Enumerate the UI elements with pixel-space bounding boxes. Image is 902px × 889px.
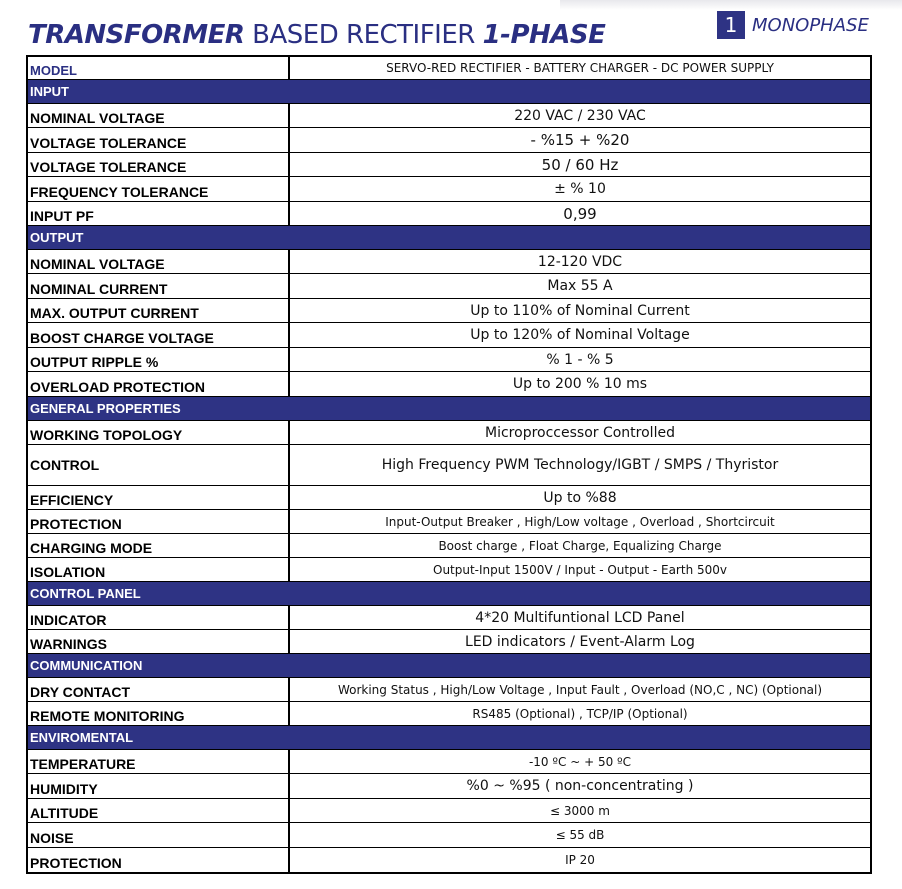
row-value: 12-120 VDC	[290, 250, 870, 273]
row-label: NOISE	[28, 823, 290, 847]
row-label: CONTROL	[28, 445, 290, 485]
row-label: MODEL	[28, 57, 290, 79]
row-value: 50 / 60 Hz	[290, 153, 870, 176]
table-row	[28, 630, 870, 654]
row-label: BOOST CHARGE VOLTAGE	[28, 323, 290, 347]
row-label: VOLTAGE TOLERANCE	[28, 153, 290, 176]
row-value: % 1 - % 5	[290, 348, 870, 371]
section-header-communication	[28, 654, 870, 678]
row-label: VOLTAGE TOLERANCE	[28, 128, 290, 152]
row-value: -10 ºC ~ + 50 ºC	[290, 750, 870, 773]
row-label: ALTITUDE	[28, 799, 290, 822]
section-header-input	[28, 80, 870, 104]
row-value: IP 20	[290, 848, 870, 872]
row-label: TEMPERATURE	[28, 750, 290, 773]
section-title: INPUT	[30, 84, 69, 99]
row-value: RS485 (Optional) , TCP/IP (Optional)	[290, 702, 870, 725]
page-title	[28, 18, 605, 52]
badge-number: 1	[717, 11, 745, 39]
row-value: Boost charge , Float Charge, Equalizing Charge	[290, 534, 870, 557]
row-value: %0 ~ %95 ( non-concentrating )	[290, 774, 870, 798]
section-title: COMMUNICATION	[30, 658, 143, 673]
row-label: CHARGING MODE	[28, 534, 290, 557]
table-row	[28, 510, 870, 534]
table-row	[28, 274, 870, 299]
row-label: OVERLOAD PROTECTION	[28, 372, 290, 396]
title-bold: TRANSFORMER	[28, 20, 245, 50]
table-row	[28, 558, 870, 582]
row-value: Working Status , High/Low Voltage , Input Fault , Overload (NO,C , NC) (Optional)	[290, 678, 870, 701]
section-title: CONTROL PANEL	[30, 586, 141, 601]
row-value: Up to 110% of Nominal Current	[290, 299, 870, 322]
table-row	[28, 348, 870, 372]
row-value: ± % 10	[290, 177, 870, 201]
table-row	[28, 128, 870, 153]
section-title: OUTPUT	[30, 230, 84, 245]
table-row-model	[28, 57, 870, 80]
row-label: MAX. OUTPUT CURRENT	[28, 299, 290, 322]
row-value: Output-Input 1500V / Input - Output - Earth 500v	[290, 558, 870, 581]
row-label: HUMIDITY	[28, 774, 290, 798]
title-mid: BASED RECTIFIER	[252, 20, 475, 50]
row-label: NOMINAL CURRENT	[28, 274, 290, 298]
row-label: NOMINAL VOLTAGE	[28, 104, 290, 127]
table-row	[28, 299, 870, 323]
row-label: WARNINGS	[28, 630, 290, 653]
row-label: OUTPUT RIPPLE %	[28, 348, 290, 371]
section-title: GENERAL PROPERTIES	[30, 401, 181, 416]
title-end: 1-PHASE	[482, 20, 606, 50]
table-row	[28, 678, 870, 702]
table-row	[28, 774, 870, 799]
table-row	[28, 534, 870, 558]
table-row	[28, 153, 870, 177]
row-value: - %15 + %20	[290, 128, 870, 152]
row-label: WORKING TOPOLOGY	[28, 421, 290, 444]
row-value: ≤ 55 dB	[290, 823, 870, 847]
row-value: High Frequency PWM Technology/IGBT / SMPS / Thyristor	[290, 445, 870, 485]
section-header-control-panel	[28, 582, 870, 606]
section-title: ENVIROMENTAL	[30, 730, 134, 745]
table-row	[28, 202, 870, 226]
row-value: 220 VAC / 230 VAC	[290, 104, 870, 127]
table-row	[28, 372, 870, 397]
table-row	[28, 702, 870, 726]
table-row	[28, 421, 870, 445]
table-row	[28, 104, 870, 128]
row-value: SERVO-RED RECTIFIER - BATTERY CHARGER - DC POWER SUPPLY	[290, 57, 870, 79]
badge-label: MONOPHASE	[752, 14, 869, 36]
row-value: 0,99	[290, 202, 870, 225]
table-row	[28, 486, 870, 510]
section-header-output	[28, 226, 870, 250]
table-row	[28, 823, 870, 848]
row-label: REMOTE MONITORING	[28, 702, 290, 725]
table-row	[28, 606, 870, 630]
section-header-environmental	[28, 726, 870, 750]
row-value: Up to 200 % 10 ms	[290, 372, 870, 396]
table-row	[28, 799, 870, 823]
top-shade	[560, 0, 902, 10]
phase-badge	[717, 10, 869, 40]
row-label: INDICATOR	[28, 606, 290, 629]
table-row	[28, 445, 870, 486]
row-value: 4*20 Multifuntional LCD Panel	[290, 606, 870, 629]
row-label: ISOLATION	[28, 558, 290, 581]
row-value: Up to %88	[290, 486, 870, 509]
table-row	[28, 848, 870, 872]
table-row	[28, 177, 870, 202]
row-value: Input-Output Breaker , High/Low voltage , Overload , Shortcircuit	[290, 510, 870, 533]
row-value: Max 55 A	[290, 274, 870, 298]
row-value: Microproccessor Controlled	[290, 421, 870, 444]
table-row	[28, 750, 870, 774]
row-label: EFFICIENCY	[28, 486, 290, 509]
row-label: PROTECTION	[28, 848, 290, 872]
section-header-general	[28, 397, 870, 421]
row-value: Up to 120% of Nominal Voltage	[290, 323, 870, 347]
row-label: DRY CONTACT	[28, 678, 290, 701]
row-value: ≤ 3000 m	[290, 799, 870, 822]
spec-table	[26, 55, 872, 874]
row-label: FREQUENCY TOLERANCE	[28, 177, 290, 201]
row-label: PROTECTION	[28, 510, 290, 533]
row-value: LED indicators / Event-Alarm Log	[290, 630, 870, 653]
table-row	[28, 323, 870, 348]
table-row	[28, 250, 870, 274]
row-label: NOMINAL VOLTAGE	[28, 250, 290, 273]
row-label: INPUT PF	[28, 202, 290, 225]
